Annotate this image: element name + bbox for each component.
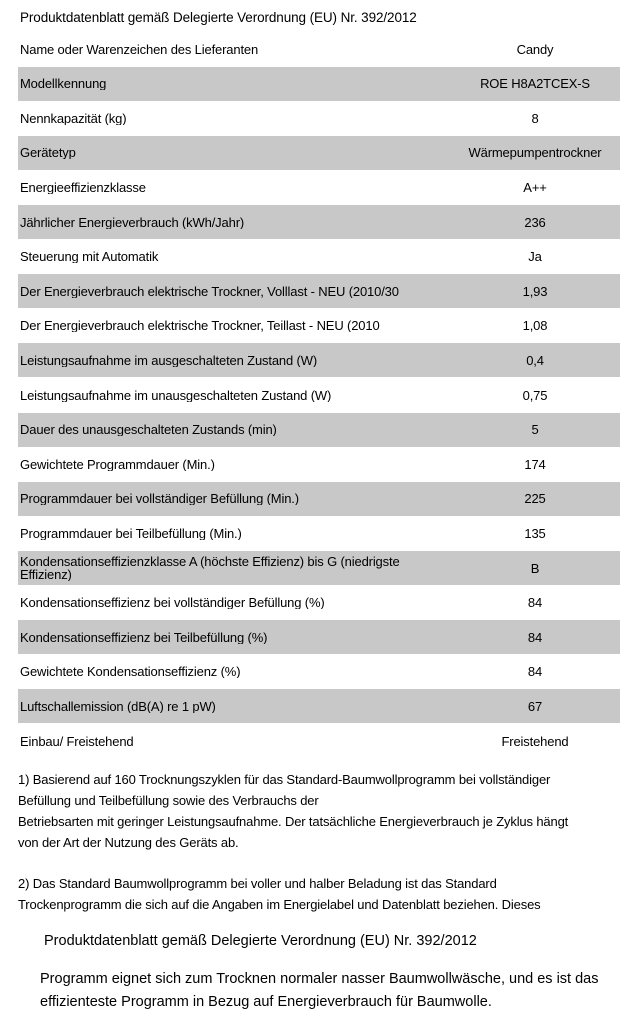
row-label: Leistungsaufnahme im ausgeschalteten Zustand (W)	[20, 353, 318, 367]
table-row	[18, 655, 620, 689]
row-label: Der Energieverbrauch elektrische Trockner, Volllast - NEU (2010/30	[20, 284, 399, 298]
page-title: Produktdatenblatt gemäß Delegierte Verordnung (EU) Nr. 392/2012	[20, 10, 417, 25]
row-label: Steuerung mit Automatik	[20, 250, 159, 264]
repeated-page-title: Produktdatenblatt gemäß Delegierte Verordnung (EU) Nr. 392/2012	[44, 933, 477, 949]
table-row	[18, 343, 620, 377]
table-row	[18, 413, 620, 447]
row-label: Nennkapazität (kg)	[20, 111, 127, 125]
continuation-line-2: effizienteste Programm in Bezug auf Energieverbrauch für Baumwolle.	[40, 994, 492, 1010]
row-value: 0,75	[522, 387, 548, 403]
table-row	[18, 551, 620, 585]
row-label: Jährlicher Energieverbrauch (kWh/Jahr)	[20, 215, 245, 229]
row-label: Energieeffizienzklasse	[20, 180, 146, 194]
row-value: 0,4	[526, 352, 544, 368]
row-label: Gewichtete Kondensationseffizienz (%)	[20, 665, 241, 679]
row-value: 67	[527, 698, 543, 714]
row-value: 8	[531, 110, 539, 126]
table-row	[18, 309, 620, 343]
row-value: 5	[531, 422, 539, 438]
table-row	[18, 689, 620, 723]
row-value: 135	[524, 525, 546, 541]
table-row	[18, 205, 620, 239]
row-label: Luftschallemission (dB(A) re 1 pW)	[20, 699, 216, 713]
table-row	[18, 67, 620, 101]
row-label: Kondensationseffizienz bei Teilbefüllung (%)	[20, 630, 268, 644]
row-label: Gewichtete Programmdauer (Min.)	[20, 457, 215, 471]
row-label: Kondensationseffizienz bei vollständiger Befüllung (%)	[20, 596, 325, 610]
table-row	[18, 101, 620, 135]
row-value: 236	[524, 214, 546, 230]
footnote-2-continuation	[40, 968, 630, 1014]
table-row	[18, 274, 620, 308]
row-value: 84	[527, 595, 543, 611]
row-value: Ja	[528, 249, 542, 265]
row-value: 174	[524, 456, 546, 472]
row-value: 1,93	[522, 283, 548, 299]
row-label: Name oder Warenzeichen des Lieferanten	[20, 42, 259, 56]
row-value: Freistehend	[501, 733, 569, 749]
table-row	[18, 516, 620, 550]
table-row	[18, 586, 620, 620]
row-label: Einbau/ Freistehend	[20, 734, 134, 748]
row-label: Leistungsaufnahme im unausgeschalteten Zustand (W)	[20, 388, 332, 402]
footnote-1-line-1: 1) Basierend auf 160 Trocknungszyklen für das Standard-Baumwollprogramm bei vollständiger	[18, 772, 551, 787]
row-value: B	[530, 560, 540, 576]
table-row	[18, 620, 620, 654]
row-value: 1,08	[522, 318, 548, 334]
row-value: 84	[527, 664, 543, 680]
table-row	[18, 378, 620, 412]
footnote-1	[18, 769, 624, 853]
row-value: Wärmepumpentrockner	[468, 145, 602, 161]
row-value: ROE H8A2TCEX-S	[480, 76, 590, 92]
footnote-2-line-1: 2) Das Standard Baumwollprogramm bei voller und halber Beladung ist das Standard	[18, 876, 497, 891]
table-row	[18, 447, 620, 481]
row-label: Der Energieverbrauch elektrische Trockner, Teillast - NEU (2010	[20, 319, 380, 333]
table-row	[18, 724, 620, 758]
row-label: Kondensationseffizienzklasse A (höchste Effizienz) bis G (niedrigste Effizienz)	[20, 555, 400, 581]
row-value: 225	[524, 491, 546, 507]
row-label: Gerätetyp	[20, 146, 76, 160]
table-row	[18, 170, 620, 204]
row-value: 84	[527, 629, 543, 645]
table-row	[18, 136, 620, 170]
footnote-2	[18, 873, 624, 915]
continuation-line-1: Programm eignet sich zum Trocknen normaler nasser Baumwollwäsche, und es ist das	[40, 971, 599, 987]
footnote-2-line-2: Trockenprogramm die sich auf die Angaben im Energielabel und Datenblatt beziehen. Dieses	[18, 897, 541, 912]
row-value: Candy	[516, 41, 554, 57]
footnote-1-line-2: Befüllung und Teilbefüllung sowie des Verbrauchs der	[18, 793, 319, 808]
row-label: Dauer des unausgeschalteten Zustands (min)	[20, 423, 277, 437]
row-label: Programmdauer bei vollständiger Befüllung (Min.)	[20, 492, 299, 506]
table-row	[18, 240, 620, 274]
table-row	[18, 482, 620, 516]
row-value: A++	[523, 179, 547, 195]
footnote-1-line-4: von der Art der Nutzung des Geräts ab.	[18, 835, 239, 850]
row-label: Modellkennung	[20, 77, 107, 91]
table-row	[18, 32, 620, 66]
footnote-1-line-3: Betriebsarten mit geringer Leistungsaufnahme. Der tatsächliche Energieverbrauch je Zyklus hängt	[18, 814, 569, 829]
row-label: Programmdauer bei Teilbefüllung (Min.)	[20, 526, 242, 540]
